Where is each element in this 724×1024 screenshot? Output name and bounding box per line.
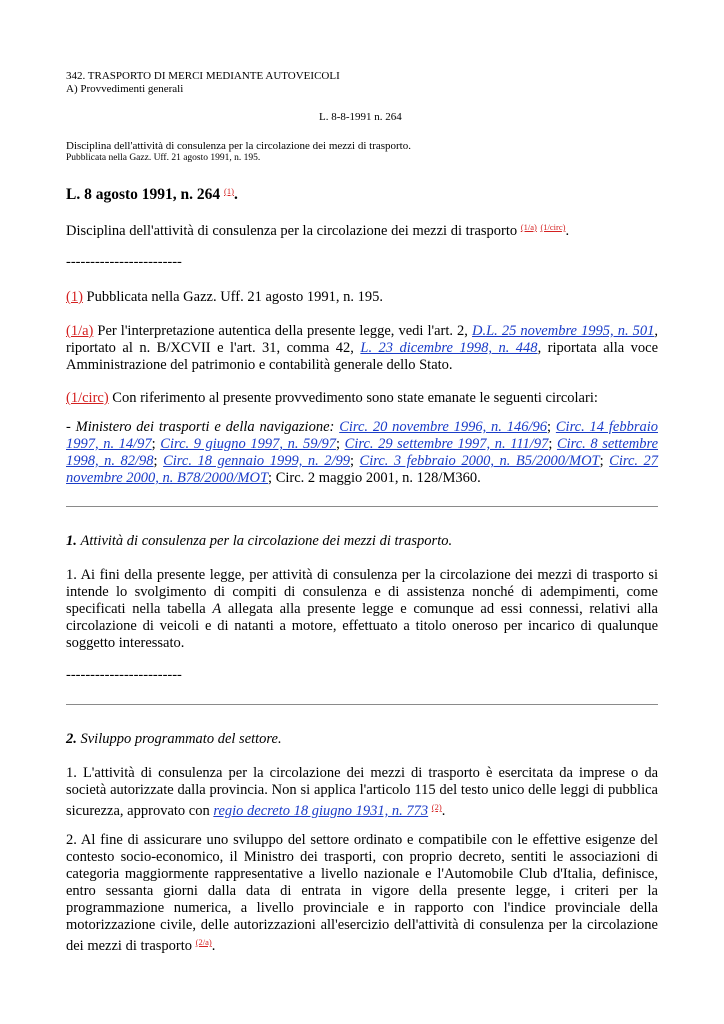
note-1a	[66, 323, 658, 374]
circular-last: Circ. 2 maggio 2001, n. 128/M360.	[275, 470, 481, 486]
article-1-text-a: 1. Ai fini della presente legge, per attività di consulenza per la circolazione dei mezzi di trasporto si intende lo svolgimento di compiti di consulenza e di assistenza nonché di adempimenti, come specificati nella tabella	[66, 567, 658, 617]
header-publication: Pubblicata nella Gazz. Uff. 21 agosto 1991, n. 195.	[66, 153, 261, 163]
article-2-paragraph-1: 1. L'attività di consulenza per la circolazione dei mezzi di trasporto è esercitata da imprese o da società autorizzate dalla provincia. Non si applica l'articolo 115 del testo unico delle leggi di pubblica sicurezza, approvato con regio decreto 18 giugno 1931, n. 773 $^{(2)}$.	[66, 765, 658, 819]
article-1-paragraph-1	[66, 567, 658, 652]
circular-link[interactable]: Circ. 14 febbraio 1997, n. 14/97	[66, 419, 658, 452]
article-2-paragraph-2: 2. Al fine di assicurare uno sviluppo del settore ordinato e compatibile con le effettive esigenze del contesto socio-economico, il Ministro dei trasporti, con proprio decreto, sentiti le associazioni di categoria maggiormente rappresentative a livello nazionale e l'Automobile Club d'Italia, definisce, entro sessanta giorni dalla data di entrata in vigore della presente legge, i criteri per la programmazione numerica, a livello provinciale e in rapporto con l'indice provinciale della motorizzazione civile, delle autorizzazioni all'esercizio dell'attività di consulenza per la circolazione dei mezzi di trasporto $^{(2/a)}$.	[66, 832, 658, 954]
circulars-list: - Ministero dei trasporti e della navigazione: Circ. 20 novembre 1996, n. 146/96; Circ. 14 febbraio 1997, n. 14/97; Circ. 9 giugno 1997, n. 59/97; Circ. 29 settembre 1997, n. 111/97; Circ. 8 settembre 1998, n. 82/98; Circ. 18 gennaio 1999, n. 2/99; Circ. 3 febbraio 2000, n. B5/2000/MOT; Circ. 27 novembre 2000, n. B78/2000/MOT; Circ. 2 maggio 2001, n. 128/M360.	[66, 419, 659, 486]
circular-link[interactable]: Circ. 29 settembre 1997, n. 111/97	[344, 436, 549, 452]
article-2-title: Sviluppo programmato del settore.	[80, 731, 282, 747]
article-1-title: Attività di consulenza per la circolazione dei mezzi di trasporto.	[80, 533, 453, 549]
link-l-448-1998[interactable]: L. 23 dicembre 1998, n. 448	[360, 340, 538, 356]
footnote-link-2a[interactable]: (2/a)	[195, 937, 212, 947]
law-reference: L. 8-8-1991 n. 264	[319, 111, 402, 123]
article-1-text-b: allegata alla presente legge e comunque ad essi connessi, relativi alla circolazione di veicoli e di natanti a motore, effettuato a titolo oneroso per incarico di qualunque soggetto interessato.	[66, 601, 658, 651]
circular-link[interactable]: Circ. 27 novembre 2000, n. B78/2000/MOT	[66, 453, 659, 486]
law-subtitle: Disciplina dell'attività di consulenza per la circolazione dei mezzi di trasporto $^{(1/a)}$ $^{(1/circ)}$.	[66, 222, 570, 239]
separator-dashes: ------------------------	[66, 254, 182, 270]
circular-link[interactable]: Circ. 20 novembre 1996, n. 146/96	[339, 419, 548, 435]
ministry-label: - Ministero dei trasporti e della navigazione	[66, 419, 330, 435]
law-title: L. 8 agosto 1991, n. 264 $^{(1)}$.	[66, 186, 238, 203]
article-2-text-2: 2. Al fine di assicurare uno sviluppo del settore ordinato e compatibile con le effettive esigenze del contesto socio-economico, il Ministro dei trasporti, con proprio decreto, sentiti le associazioni di categoria maggiormente rappresentative a livello nazionale e l'Automobile Club d'Italia, definisce, entro sessanta giorni dalla data di entrata in vigore della presente legge, i criteri per la programmazione numerica, a livello provinciale e in rapporto con l'indice provinciale della motorizzazione civile, delle autorizzazioni all'esercizio dell'attività di consulenza per la circolazione dei mezzi di trasporto	[66, 832, 658, 954]
section-divider	[66, 506, 658, 507]
footnote-link-1a[interactable]: (1/a)	[520, 222, 537, 232]
footnote-link-1[interactable]: (1)	[224, 186, 234, 196]
note-1circ-text: Con riferimento al presente provvedimento sono state emanate le seguenti circolari:	[112, 390, 598, 406]
law-subtitle-text: Disciplina dell'attività di consulenza per la circolazione dei mezzi di trasporto	[66, 223, 518, 239]
note-1a-text-2: , riportato al n. B/XCVII e l'art. 31, comma 42,	[66, 323, 658, 356]
circular-link[interactable]: Circ. 3 febbraio 2000, n. B5/2000/MOT	[359, 453, 600, 469]
note-1-text: Pubblicata nella Gazz. Uff. 21 agosto 1991, n. 195.	[86, 289, 384, 305]
note-1-mark[interactable]: (1)	[66, 289, 83, 305]
footnote-link-2[interactable]: (2)	[431, 802, 442, 812]
article-2-number: 2.	[66, 731, 77, 747]
footnote-link-1circ[interactable]: (1/circ)	[540, 222, 566, 232]
article-2-text-1: 1. L'attività di consulenza per la circolazione dei mezzi di trasporto è esercitata da imprese o da società autorizzate dalla provincia. Non si applica l'articolo 115 del testo unico delle leggi di pubblica sicurezza, approvato con	[66, 765, 658, 819]
note-1circ-mark[interactable]: (1/circ)	[66, 390, 109, 406]
note-1a-text-1: Per l'interpretazione autentica della presente legge, vedi l'art. 2,	[97, 323, 468, 339]
note-1circ	[66, 390, 666, 407]
circular-link[interactable]: Circ. 8 settembre 1998, n. 82/98	[66, 436, 659, 469]
section-divider	[66, 704, 658, 705]
separator-dashes: ------------------------	[66, 667, 182, 683]
article-1-number: 1.	[66, 533, 77, 549]
note-1a-mark[interactable]: (1/a)	[66, 323, 94, 339]
header-line-2: A) Provvedimenti generali	[66, 83, 184, 95]
article-1-heading	[66, 533, 658, 550]
header-line-1: 342. TRASPORTO DI MERCI MEDIANTE AUTOVEICOLI	[66, 70, 340, 82]
law-title-text: L. 8 agosto 1991, n. 264	[66, 186, 221, 203]
circular-link[interactable]: Circ. 18 gennaio 1999, n. 2/99	[163, 453, 350, 469]
header-subject: Disciplina dell'attività di consulenza per la circolazione dei mezzi di trasporto.	[66, 140, 411, 152]
table-ref: A	[212, 601, 222, 617]
circular-link[interactable]: Circ. 9 giugno 1997, n. 59/97	[160, 436, 337, 452]
note-1	[66, 289, 658, 306]
note-1a-text-3: , riportata alla voce Amministrazione del patrimonio e contabilità generale dello Stato.	[66, 340, 659, 373]
article-2-heading	[66, 731, 658, 748]
link-dl-501-1995[interactable]: D.L. 25 novembre 1995, n. 501	[471, 323, 655, 339]
link-rd-773-1931[interactable]: regio decreto 18 giugno 1931, n. 773	[213, 803, 429, 819]
